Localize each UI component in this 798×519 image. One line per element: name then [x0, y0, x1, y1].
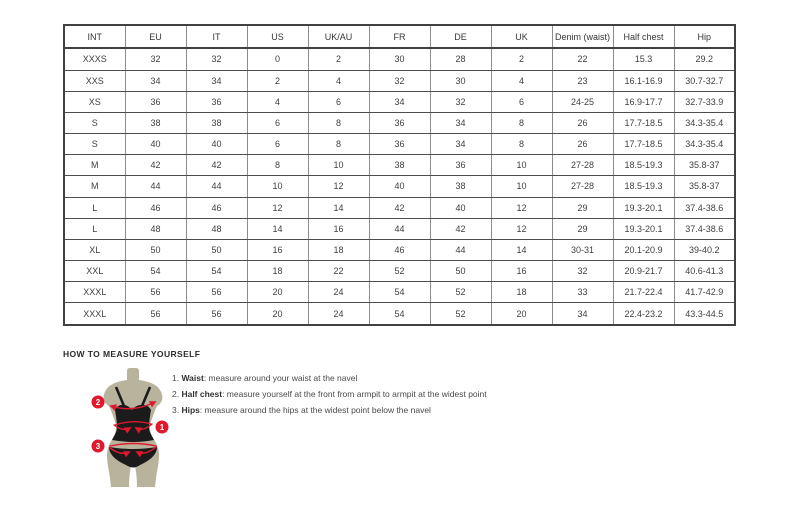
table-cell: 30-31 [552, 239, 613, 260]
table-cell: L [64, 197, 125, 218]
table-cell: XS [64, 91, 125, 112]
table-cell: 46 [369, 239, 430, 260]
table-cell: 19.3-20.1 [613, 197, 674, 218]
table-cell: 32 [552, 261, 613, 282]
table-cell: 27-28 [552, 155, 613, 176]
table-cell: 18 [308, 239, 369, 260]
table-cell: 2 [308, 48, 369, 70]
table-cell: 6 [491, 91, 552, 112]
table-cell: 20 [491, 303, 552, 325]
table-cell: 26 [552, 112, 613, 133]
table-cell: 34 [369, 91, 430, 112]
table-cell: 56 [125, 282, 186, 303]
table-cell: 8 [491, 134, 552, 155]
table-row [64, 239, 735, 260]
table-cell: XL [64, 239, 125, 260]
table-cell: 10 [491, 176, 552, 197]
table-cell: 6 [247, 112, 308, 133]
table-row [64, 70, 735, 91]
table-row [64, 303, 735, 325]
table-cell: 6 [247, 134, 308, 155]
table-cell: XXXL [64, 303, 125, 325]
table-cell: 29.2 [674, 48, 735, 70]
table-cell: 16 [247, 239, 308, 260]
table-cell: 2 [491, 48, 552, 70]
table-cell: 34 [186, 70, 247, 91]
table-cell: 36 [125, 91, 186, 112]
measure-step [172, 386, 487, 402]
step-text: : measure around the hips at the widest point below the navel [199, 405, 431, 415]
table-cell: 52 [430, 282, 491, 303]
table-cell: XXS [64, 70, 125, 91]
table-cell: 21.7-22.4 [613, 282, 674, 303]
table-cell: 42 [125, 155, 186, 176]
table-cell: 26 [552, 134, 613, 155]
table-cell: 30 [430, 70, 491, 91]
table-cell: 54 [125, 261, 186, 282]
table-cell: 30.7-32.7 [674, 70, 735, 91]
table-cell: 10 [491, 155, 552, 176]
table-cell: 18.5-19.3 [613, 155, 674, 176]
table-cell: 42 [369, 197, 430, 218]
table-cell: 16 [308, 218, 369, 239]
table-cell: 42 [430, 218, 491, 239]
table-cell: 18 [491, 282, 552, 303]
table-row [64, 176, 735, 197]
table-cell: 27-28 [552, 176, 613, 197]
table-cell: 12 [491, 197, 552, 218]
table-cell: 46 [186, 197, 247, 218]
step-number: 2. [172, 389, 182, 399]
table-cell: 24 [308, 282, 369, 303]
table-cell: 12 [247, 197, 308, 218]
table-cell: 40.6-41.3 [674, 261, 735, 282]
table-cell: 42 [186, 155, 247, 176]
step-label: Half chest [181, 389, 223, 399]
table-cell: 40 [186, 134, 247, 155]
table-cell: 50 [186, 239, 247, 260]
table-cell: 14 [247, 218, 308, 239]
table-cell: 44 [125, 176, 186, 197]
table-cell: 4 [491, 70, 552, 91]
table-cell: 37.4-38.6 [674, 218, 735, 239]
table-cell: 38 [369, 155, 430, 176]
table-cell: 8 [308, 112, 369, 133]
table-cell: 38 [430, 176, 491, 197]
table-row [64, 282, 735, 303]
table-cell: M [64, 176, 125, 197]
table-cell: 50 [430, 261, 491, 282]
column-header: US [247, 25, 308, 48]
table-cell: 52 [430, 303, 491, 325]
measure-step [172, 370, 487, 386]
table-cell: 39-40.2 [674, 239, 735, 260]
table-row [64, 155, 735, 176]
table-cell: M [64, 155, 125, 176]
table-cell: 34 [430, 112, 491, 133]
table-cell: 29 [552, 218, 613, 239]
badge-hips [92, 440, 105, 453]
table-cell: 54 [186, 261, 247, 282]
column-header: Denim (waist) [552, 25, 613, 48]
table-cell: 48 [125, 218, 186, 239]
size-table-head-row [64, 25, 735, 48]
size-table-head [64, 25, 735, 48]
step-number: 3. [172, 405, 182, 415]
table-cell: L [64, 218, 125, 239]
table-cell: 18 [247, 261, 308, 282]
table-cell: 28 [430, 48, 491, 70]
table-cell: 18.5-19.3 [613, 176, 674, 197]
table-cell: S [64, 112, 125, 133]
table-cell: 23 [552, 70, 613, 91]
step-label: Hips [181, 405, 200, 415]
step-number: 1. [172, 373, 182, 383]
table-cell: 46 [125, 197, 186, 218]
table-cell: 34.3-35.4 [674, 112, 735, 133]
table-cell: 20 [247, 303, 308, 325]
table-cell: 40 [369, 176, 430, 197]
table-cell: 32 [369, 70, 430, 91]
table-row [64, 218, 735, 239]
step-text: : measure around your waist at the navel [203, 373, 358, 383]
table-cell: 33 [552, 282, 613, 303]
column-header: IT [186, 25, 247, 48]
table-cell: 20.9-21.7 [613, 261, 674, 282]
table-cell: 17.7-18.5 [613, 134, 674, 155]
column-header: EU [125, 25, 186, 48]
table-cell: 30 [369, 48, 430, 70]
step-label: Waist [181, 373, 204, 383]
table-row [64, 197, 735, 218]
table-cell: S [64, 134, 125, 155]
table-cell: 4 [308, 70, 369, 91]
table-cell: 54 [369, 282, 430, 303]
column-header: Half chest [613, 25, 674, 48]
table-cell: 8 [247, 155, 308, 176]
table-cell: 8 [491, 112, 552, 133]
table-cell: 29 [552, 197, 613, 218]
step-text: : measure yourself at the front from armpit to armpit at the widest point [222, 389, 487, 399]
table-cell: 32 [125, 48, 186, 70]
table-cell: 56 [186, 303, 247, 325]
column-header: UK [491, 25, 552, 48]
table-cell: 16 [491, 261, 552, 282]
table-cell: XXXL [64, 282, 125, 303]
table-cell: 44 [430, 239, 491, 260]
table-row [64, 134, 735, 155]
table-cell: 32 [430, 91, 491, 112]
column-header: INT [64, 25, 125, 48]
size-table [63, 24, 736, 326]
table-cell: 43.3-44.5 [674, 303, 735, 325]
table-cell: 40 [125, 134, 186, 155]
table-cell: 10 [308, 155, 369, 176]
table-cell: 8 [308, 134, 369, 155]
table-cell: 34 [552, 303, 613, 325]
table-cell: 38 [186, 112, 247, 133]
badge-chest-number: 2 [95, 398, 101, 407]
table-cell: 34 [430, 134, 491, 155]
measure-section-title: HOW TO MEASURE YOURSELF [63, 349, 201, 359]
size-table-body [64, 48, 735, 325]
table-cell: 15.3 [613, 48, 674, 70]
table-cell: 48 [186, 218, 247, 239]
table-row [64, 261, 735, 282]
table-cell: 20.1-20.9 [613, 239, 674, 260]
table-cell: 38 [125, 112, 186, 133]
table-cell: 44 [369, 218, 430, 239]
table-cell: 24 [308, 303, 369, 325]
table-cell: 34 [125, 70, 186, 91]
table-cell: 14 [491, 239, 552, 260]
table-cell: 32 [186, 48, 247, 70]
measure-steps [172, 370, 487, 418]
table-cell: 56 [186, 282, 247, 303]
table-cell: 12 [308, 176, 369, 197]
column-header: UK/AU [308, 25, 369, 48]
measure-step [172, 402, 487, 418]
table-cell: 2 [247, 70, 308, 91]
table-cell: XXL [64, 261, 125, 282]
table-cell: 14 [308, 197, 369, 218]
table-cell: 35.8-37 [674, 155, 735, 176]
table-cell: 19.3-20.1 [613, 218, 674, 239]
table-cell: 22.4-23.2 [613, 303, 674, 325]
table-cell: 56 [125, 303, 186, 325]
table-cell: 16.9-17.7 [613, 91, 674, 112]
table-cell: 44 [186, 176, 247, 197]
table-cell: 22 [308, 261, 369, 282]
table-cell: 4 [247, 91, 308, 112]
table-cell: 40 [430, 197, 491, 218]
column-header: DE [430, 25, 491, 48]
table-row [64, 112, 735, 133]
column-header: Hip [674, 25, 735, 48]
table-cell: 36 [369, 112, 430, 133]
table-cell: 36 [369, 134, 430, 155]
table-row [64, 48, 735, 70]
table-cell: 36 [186, 91, 247, 112]
table-cell: 20 [247, 282, 308, 303]
table-cell: 52 [369, 261, 430, 282]
table-cell: 54 [369, 303, 430, 325]
table-cell: 22 [552, 48, 613, 70]
table-row [64, 91, 735, 112]
table-cell: 37.4-38.6 [674, 197, 735, 218]
table-cell: 34.3-35.4 [674, 134, 735, 155]
table-cell: 35.8-37 [674, 176, 735, 197]
table-cell: XXXS [64, 48, 125, 70]
column-header: FR [369, 25, 430, 48]
badge-hips-number: 3 [95, 442, 101, 451]
badge-waist [156, 421, 169, 434]
table-cell: 17.7-18.5 [613, 112, 674, 133]
table-cell: 24-25 [552, 91, 613, 112]
table-cell: 41.7-42.9 [674, 282, 735, 303]
table-cell: 12 [491, 218, 552, 239]
table-cell: 16.1-16.9 [613, 70, 674, 91]
table-cell: 6 [308, 91, 369, 112]
table-cell: 0 [247, 48, 308, 70]
badge-chest [92, 396, 105, 409]
table-cell: 10 [247, 176, 308, 197]
table-cell: 36 [430, 155, 491, 176]
table-cell: 50 [125, 239, 186, 260]
badge-waist-number: 1 [159, 423, 165, 432]
table-cell: 32.7-33.9 [674, 91, 735, 112]
